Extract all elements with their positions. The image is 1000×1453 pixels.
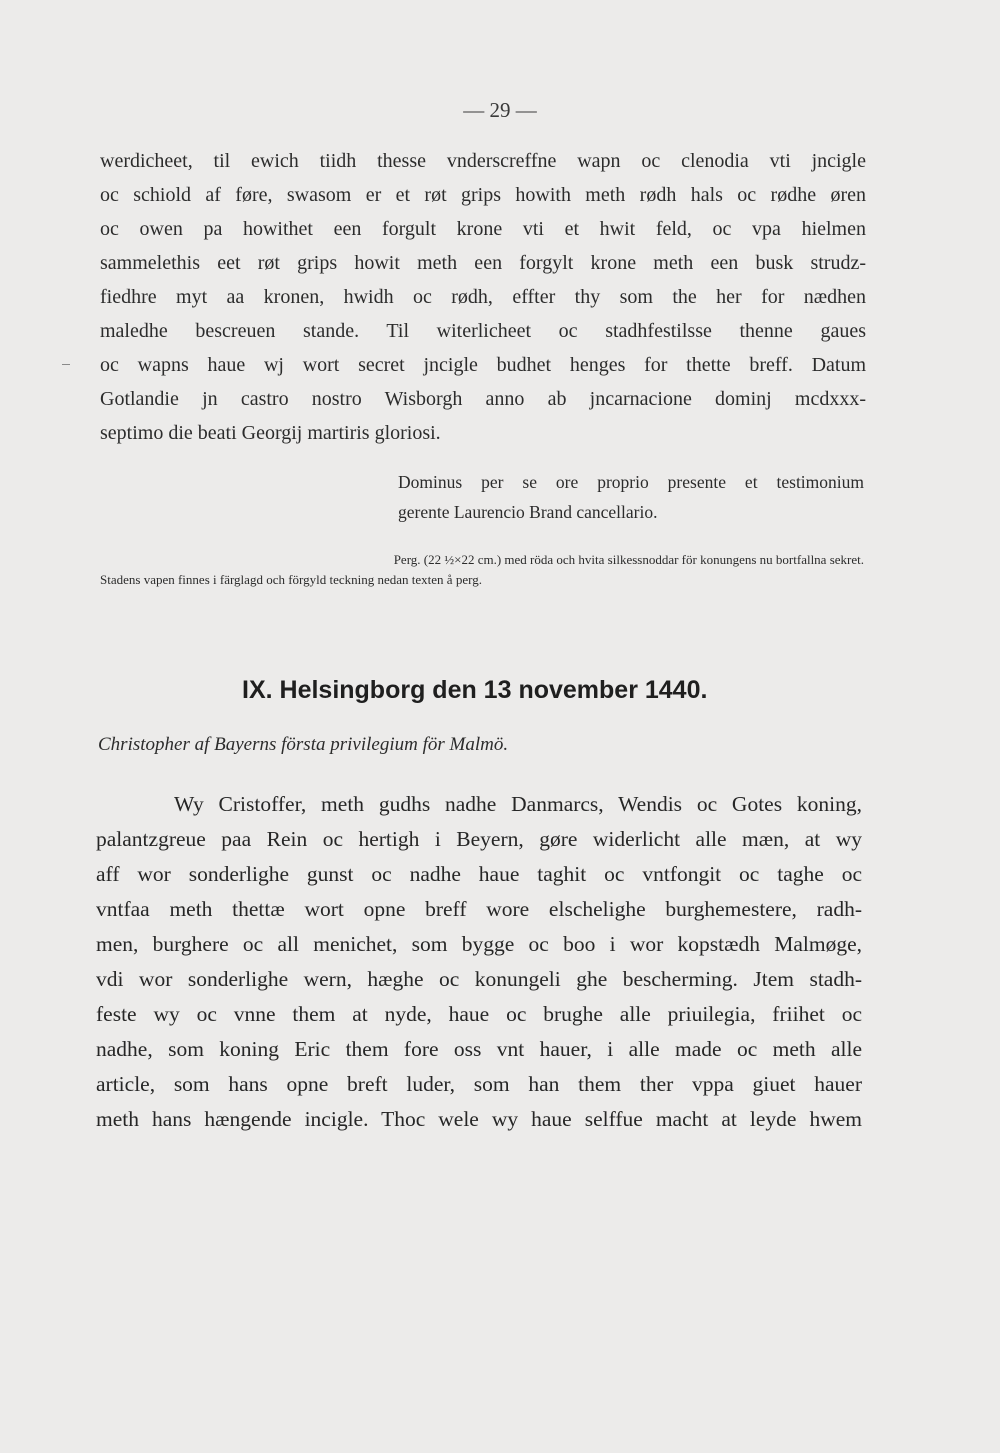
text-line: septimo die beati Georgij martiris gloriosi.: [100, 422, 441, 444]
text-line: article, som hans opne breft luder, som han them ther vppa giuet hauer: [96, 1072, 862, 1096]
text-line: Wy Cristoffer, meth gudhs nadhe Danmarcs, Wendis oc Gotes koning,: [174, 792, 862, 816]
note-line: Stadens vapen finnes i färglagd och förgyld teckning nedan texten å perg.: [100, 572, 482, 587]
text-line: oc owen pa howithet een forgult krone vti et hwit feld, oc vpa hielmen: [100, 218, 866, 240]
margin-mark: [62, 364, 70, 365]
section-subheading: Christopher af Bayerns första privilegium för Malmö.: [98, 734, 509, 755]
section-heading: IX. Helsingborg den 13 november 1440.: [242, 676, 708, 704]
text-line: meth hans hængende incigle. Thoc wele wy haue selffue macht at leyde hwem: [96, 1107, 862, 1131]
signature-line: Dominus per se ore proprio presente et testimonium: [398, 472, 864, 492]
note-line: Perg. (22 ½×22 cm.) med röda och hvita silkessnoddar för konungens nu bortfallna sekret.: [393, 552, 864, 567]
page-number: — 29 —: [463, 98, 537, 122]
text-line: aff wor sonderlighe gunst oc nadhe haue taghit oc vntfongit oc taghe oc: [96, 862, 862, 886]
text-line: feste wy oc vnne them at nyde, haue oc brughe alle priuilegia, friihet oc: [96, 1002, 862, 1026]
text-line: vdi wor sonderlighe wern, hæghe oc konungeli ghe bescherming. Jtem stadh-: [96, 967, 862, 991]
text-line: oc wapns haue wj wort secret jncigle budhet henges for thette breff. Datum: [100, 354, 866, 376]
signature-line: gerente Laurencio Brand cancellario.: [398, 502, 658, 522]
text-line: werdicheet, til ewich tiidh thesse vnderscreffne wapn oc clenodia vti jncigle: [100, 150, 866, 172]
text-line: palantzgreue paa Rein oc hertigh i Beyern, gøre widerlicht alle mæn, at wy: [96, 827, 862, 851]
text-line: sammelethis eet røt grips howit meth een forgylt krone meth een busk strudz-: [100, 252, 866, 274]
text-line: oc schiold af føre, swasom er et røt grips howith meth rødh hals oc rødhe øren: [100, 184, 866, 206]
text-line: nadhe, som koning Eric them fore oss vnt hauer, i alle made oc meth alle: [96, 1037, 862, 1061]
text-line: men, burghere oc all menichet, som bygge oc boo i wor kopstædh Malmøge,: [96, 932, 862, 956]
text-line: maledhe bescreuen stande. Til witerlicheet oc stadhfestilsse thenne gaues: [100, 320, 866, 342]
text-line: vntfaa meth thettæ wort opne breff wore elschelighe burghemestere, radh-: [96, 897, 862, 921]
text-line: Gotlandie jn castro nostro Wisborgh anno ab jncarnacione dominj mcdxxx-: [100, 388, 866, 410]
text-line: fiedhre myt aa kronen, hwidh oc rødh, effter thy som the her for nædhen: [100, 286, 866, 308]
